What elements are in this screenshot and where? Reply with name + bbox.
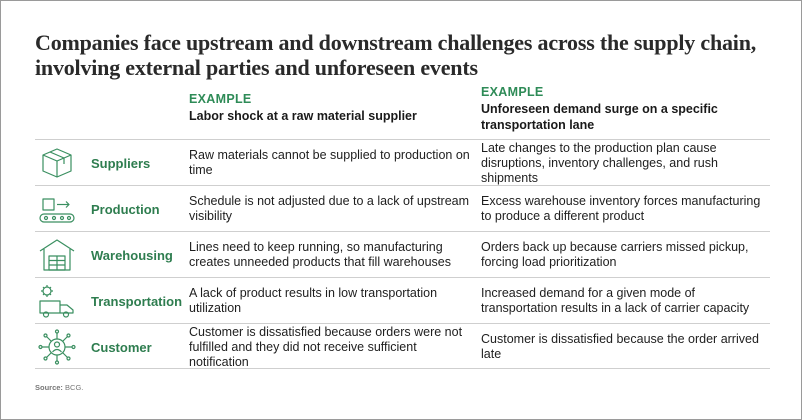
column-header-a: [189, 92, 459, 124]
column-b-example-label: EXAMPLE: [481, 85, 544, 99]
source-label: Source:: [35, 383, 63, 392]
challenges-table: [35, 139, 770, 369]
source-text: BCG.: [65, 383, 84, 392]
row-label: Warehousing: [91, 247, 173, 263]
column-header-b: [481, 85, 771, 133]
cell-labor-shock: Customer is dissatisfied because orders were not fulfilled and they did not receive sufficient notification: [189, 324, 463, 369]
row-label: Suppliers: [91, 155, 151, 171]
table-row-suppliers: [35, 139, 770, 185]
conveyor-icon: [35, 189, 79, 229]
cell-demand-surge: Customer is dissatisfied because the order arrived late: [481, 332, 759, 361]
table-row-transportation: [35, 277, 770, 323]
customer-network-icon: [35, 327, 79, 367]
cell-demand-surge: Increased demand for a given mode of transportation results in a lack of carrier capacity: [481, 286, 750, 315]
box-icon: [35, 143, 79, 183]
cell-demand-surge: Excess warehouse inventory forces manufacturing to produce a different product: [481, 194, 761, 223]
cell-labor-shock: Schedule is not adjusted due to a lack of upstream visibility: [189, 194, 470, 223]
cell-demand-surge: Late changes to the production plan cause disruptions, inventory challenges, and rush shipments: [481, 140, 718, 185]
page-title: Companies face upstream and downstream challenges across the supply chain, involving external parties and unforeseen events: [35, 30, 757, 80]
column-a-example-label: EXAMPLE: [189, 92, 252, 106]
cell-labor-shock: Lines need to keep running, so manufacturing creates unneeded products that fill warehouses: [189, 240, 451, 269]
row-label: Production: [91, 201, 160, 217]
cell-labor-shock: A lack of product results in low transportation utilization: [189, 286, 438, 315]
source-note: [35, 383, 83, 392]
warehouse-icon: [35, 235, 79, 275]
cell-demand-surge: Orders back up because carriers missed pickup, forcing load prioritization: [481, 240, 749, 269]
table-row-customer: [35, 323, 770, 369]
row-label: Transportation: [91, 293, 183, 309]
truck-icon: [35, 281, 79, 321]
column-a-heading: Labor shock at a raw material supplier: [189, 109, 417, 123]
table-row-production: [35, 185, 770, 231]
cell-labor-shock: Raw materials cannot be supplied to production on time: [189, 148, 470, 177]
column-b-heading: Unforeseen demand surge on a specific transportation lane: [481, 102, 718, 132]
row-label: Customer: [91, 339, 152, 355]
table-row-warehousing: [35, 231, 770, 277]
